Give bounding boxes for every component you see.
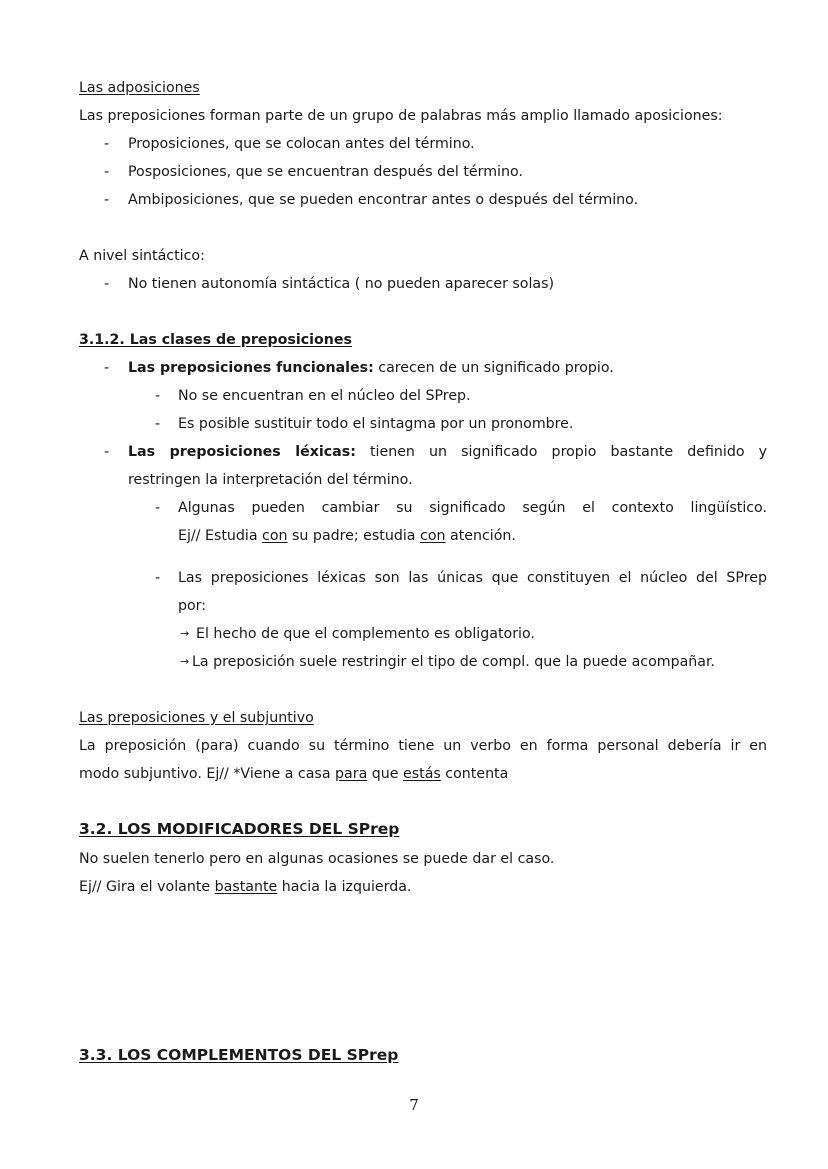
list-dash: - <box>104 276 110 292</box>
lexicas-text: tienen un significado propio bastante definido y <box>369 444 767 460</box>
sub-list-item-cont: por: <box>178 598 207 614</box>
list-dash: - <box>155 500 161 516</box>
subjuntivo-text: modo subjuntivo. Ej// *Viene a casa <box>79 766 336 782</box>
example-text: su padre; estudia <box>287 528 421 544</box>
sub-list-item: No se encuentran en el núcleo del SPrep. <box>178 388 471 404</box>
list-item: No tienen autonomía sintáctica ( no pueden aparecer solas) <box>128 276 555 292</box>
list-item: Proposiciones, que se colocan antes del término. <box>128 136 475 152</box>
lexicas-text-cont: restringen la interpretación del término. <box>128 472 413 488</box>
funcionales-text: carecen de un significado propio. <box>373 360 614 376</box>
list-dash: - <box>155 570 161 586</box>
funcionales-label: Las preposiciones funcionales: <box>128 360 374 376</box>
section-title-adposiciones: Las adposiciones <box>79 80 200 96</box>
list-dash: - <box>104 360 110 376</box>
adposiciones-intro: Las preposiciones forman parte de un grupo de palabras más amplio llamado aposiciones: <box>79 108 723 124</box>
modificadores-line <box>79 877 411 897</box>
page-number: 7 <box>409 1096 419 1114</box>
example-text: atención. <box>445 528 516 544</box>
list-item-funcionales <box>128 358 614 378</box>
modificadores-text: hacia la izquierda. <box>277 879 412 895</box>
section-heading-complementos: 3.3. LOS COMPLEMENTOS DEL SPrep <box>79 1046 399 1064</box>
list-dash: - <box>104 444 110 460</box>
example-text: Ej// Estudia <box>178 528 263 544</box>
list-item: Ambiposiciones, que se pueden encontrar antes o después del término. <box>128 192 639 208</box>
arrow-item: El hecho de que el complemento es obligatorio. <box>196 626 535 642</box>
list-dash: - <box>104 136 110 152</box>
list-dash: - <box>155 388 161 404</box>
lexicas-label: Las preposiciones léxicas: <box>128 444 356 460</box>
arrow-icon: → <box>180 627 190 640</box>
list-dash: - <box>155 416 161 432</box>
subjuntivo-text: que <box>367 766 404 782</box>
list-dash: - <box>104 164 110 180</box>
example-underlined: estás <box>403 766 441 782</box>
sub-list-item: Las preposiciones léxicas son las únicas que constituyen el núcleo del SPrep <box>178 570 767 586</box>
section-heading-clases: 3.1.2. Las clases de preposiciones <box>79 332 352 348</box>
example-underlined: con <box>262 528 288 544</box>
modificadores-text: Ej// Gira el volante <box>79 879 215 895</box>
example-underlined: con <box>420 528 446 544</box>
list-item-lexicas <box>128 442 767 462</box>
example-underlined: para <box>335 766 368 782</box>
subjuntivo-text: contenta <box>440 766 509 782</box>
list-dash: - <box>104 192 110 208</box>
example-line <box>178 526 516 546</box>
sub-list-item: Algunas pueden cambiar su significado según el contexto lingüístico. <box>178 500 767 516</box>
sintactico-title: A nivel sintáctico: <box>79 248 205 264</box>
modificadores-line: No suelen tenerlo pero en algunas ocasiones se puede dar el caso. <box>79 851 555 867</box>
sub-list-item: Es posible sustituir todo el sintagma por un pronombre. <box>178 416 574 432</box>
arrow-item: La preposición suele restringir el tipo de compl. que la puede acompañar. <box>192 654 716 670</box>
section-heading-modificadores: 3.2. LOS MODIFICADORES DEL SPrep <box>79 820 400 838</box>
list-item: Posposiciones, que se encuentran después del término. <box>128 164 523 180</box>
section-title-subjuntivo: Las preposiciones y el subjuntivo <box>79 710 314 726</box>
example-underlined: bastante <box>214 879 278 895</box>
subjuntivo-line: La preposición (para) cuando su término tiene un verbo en forma personal debería ir en <box>79 738 767 754</box>
arrow-icon: → <box>180 655 190 668</box>
subjuntivo-line <box>79 764 508 784</box>
